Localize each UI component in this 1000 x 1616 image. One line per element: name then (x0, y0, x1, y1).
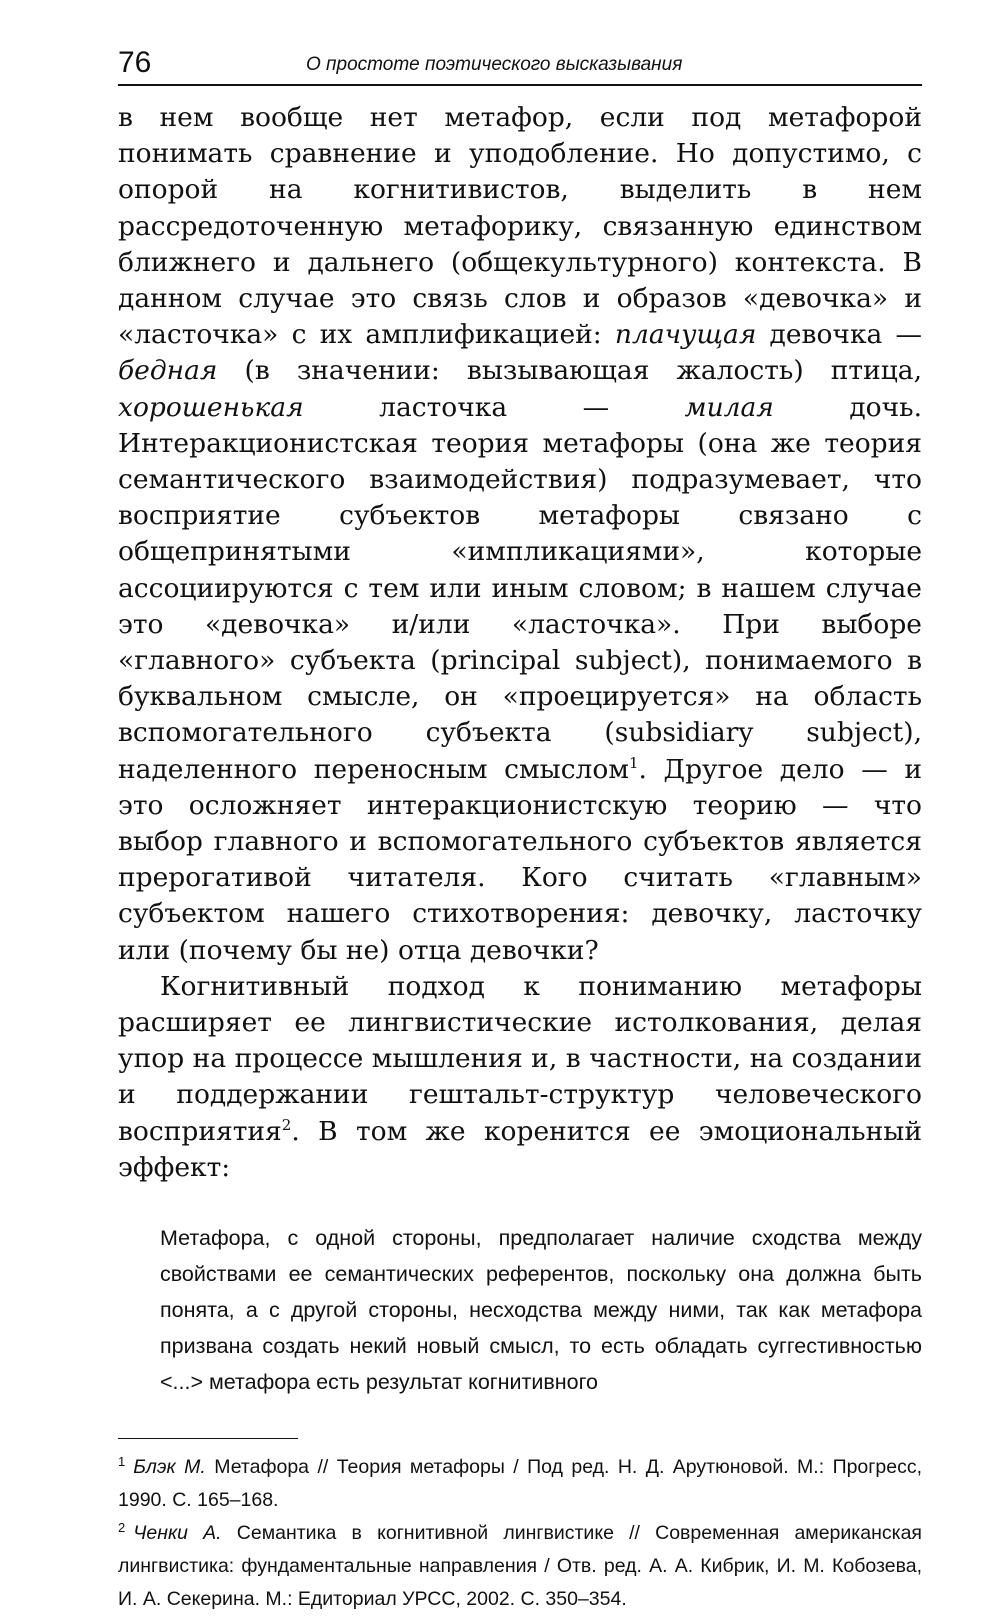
main-text (118, 100, 922, 1186)
footnote-author: Ченки А. (133, 1522, 222, 1545)
footnote-divider (118, 1438, 298, 1439)
page-header (118, 36, 922, 86)
block-quote: Метафора, с одной стороны, предполагает наличие сходства между свойствами ее семантических референтов, поскольку она должна быть понята, а с другой стороны, несходства между ними, так как метафора призвана создать некий новый смысл, то есть обладать суггестивностью <...> метафора есть результат когнитивного (160, 1226, 922, 1395)
book-page (118, 36, 922, 1616)
footnote-2 (118, 1517, 922, 1616)
footnote-text: Семантика в когнитивной лингвистике // Современная американская лингвистика: фундаментальные направления / Отв. ред. А. А. Кибрик, И. М. Кобозева, И. А. Секерина. М.: Едиториал УРСС, 2002. С. 350–354. (118, 1522, 922, 1611)
footnote-ref-2: 2 (281, 1115, 292, 1134)
footnote-ref-1: 1 (628, 753, 639, 772)
footnote-mark: 2 (118, 1519, 126, 1535)
italic-word: плачущая (614, 319, 757, 351)
italic-word: бедная (118, 355, 218, 387)
running-title: О простоте поэтического высказывания (306, 54, 683, 75)
footnotes (118, 1451, 922, 1616)
italic-word: милая (684, 391, 774, 423)
italic-word: хорошенькая (118, 391, 304, 423)
footnote-text: Метафора // Теория метафоры / Под ред. Н. Д. Арутюновой. М.: Прогресс, 1990. С. 165–168. (118, 1456, 922, 1512)
paragraph-1: в нем вообще нет метафор, если под метафорой понимать сравнение и уподобление. Но допустимо, с опорой на когнитивистов, выделить в нем рассредоточенную метафорику, связанную единством ближнего и дальнего (общекультурного) контекста. В данном случае это связь слов и образов «девочка» и «ласточка» с их амплификацией: плачущая девочка — бедная (в значении: вызывающая жалость) птица, хорошенькая ласточка — милая дочь. Интеракционистская теория метафоры (она же теория семантического взаимодействия) подразумевает, что восприятие субъектов метафоры связано с общепринятыми «импликациями», которые ассоциируются с тем или иным словом; в нашем случае это «девочка» и/или «ласточка». При выборе «главного» субъекта (principal subject), понимаемого в буквальном смысле, он «проецируется» на область вспомогательного субъекта (subsidiary subject), наделенного переносным смыслом$^1$. Другое дело — и это осложняет интеракционистскую теорию — что выбор главного и вспомогательного субъектов является прерогативой читателя. Кого считать «главным» субъектом нашего стихотворения: девочку, ласточку или (почему бы не) отца девочки? (118, 102, 922, 966)
page-number: 76 (118, 46, 152, 79)
paragraph-2: Когнитивный подход к пониманию метафоры расширяет ее лингвистические истолкования, делая упор на процессе мышления и, в частности, на создании и поддержании гештальт-структур человеческого восприятия$^2$. В том же коренится ее эмоциональный эффект: (118, 970, 922, 1183)
footnote-mark: 1 (118, 1453, 126, 1469)
footnote-1 (118, 1451, 922, 1517)
footnote-author: Блэк М. (133, 1456, 206, 1479)
